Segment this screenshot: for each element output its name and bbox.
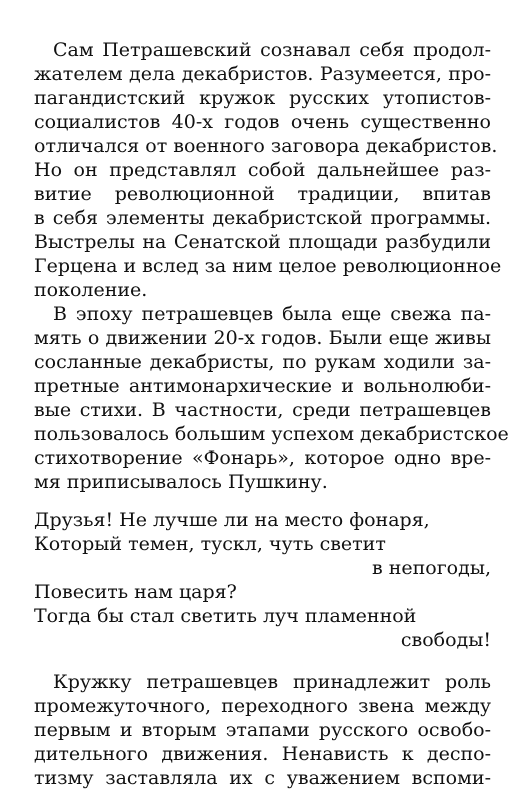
verse-line: Друзья! Не лучше ли на место фонаря, (34, 509, 430, 531)
text-line: дительного движения. Ненависть к деспо- (34, 743, 491, 765)
text-line: Сам Петрашевский сознавал себя продол- (53, 39, 491, 61)
text-line: вые стихи. В частности, среди петрашевцев (34, 399, 491, 421)
verse-line: в непогоды, (371, 557, 491, 579)
text-line: претные антимонархические и вольнолюби- (34, 375, 491, 397)
text-line: пользовалось большим успехом декабристское (34, 423, 509, 445)
text-line: социалистов 40-х годов очень существенно (34, 111, 491, 133)
text-line: мя приписывалось Пушкину. (34, 471, 328, 493)
text-line: Выстрелы на Сенатской площади разбудили (34, 231, 491, 253)
text-line: В эпоху петрашевцев была еще свежа па- (53, 303, 491, 325)
text-line: первым и вторым этапами русского освобо- (34, 719, 491, 741)
text-line: промежуточного, переходного звена между (34, 695, 491, 717)
verse-line: Повесить нам царя? (34, 581, 237, 603)
text-line: мять о движении 20-х годов. Были еще живы (34, 327, 491, 349)
text-line: поколение. (34, 279, 148, 301)
verse-line: Тогда бы стал светить луч пламенной (34, 605, 417, 627)
text-line: сосланные декабристы, по рукам ходили за- (34, 351, 491, 373)
text-line: тизму заставляла их с уважением вспоми- (34, 767, 491, 789)
text-line: отличался от военного заговора декабристов. (34, 135, 498, 157)
text-line: жателем дела декабристов. Разумеется, про- (34, 63, 491, 85)
text-line: Но он представлял собой дальнейшее раз- (34, 159, 491, 181)
text-line: витие революционной традиции, впитав (34, 183, 491, 205)
text-line: пагандистский кружок русских утопистов- (34, 87, 491, 109)
text-line: стихотворение «Фонарь», которое одно вре- (34, 447, 491, 469)
text-line: в себя элементы декабристской программы. (34, 207, 491, 229)
text-line: Кружку петрашевцев принадлежит роль (53, 671, 491, 693)
verse-line: свободы! (400, 629, 491, 651)
verse-line: Который темен, тускл, чуть светит (34, 533, 386, 555)
text-line: Герцена и вслед за ним целое революционное (34, 255, 502, 277)
